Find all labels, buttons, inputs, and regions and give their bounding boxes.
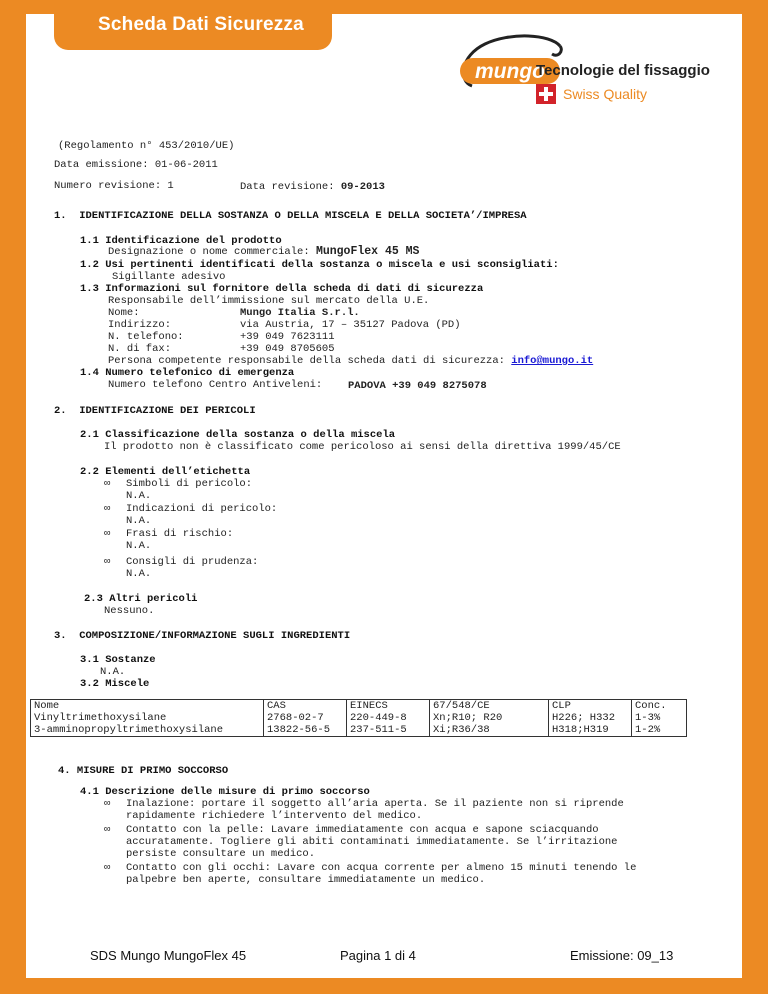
hazard-symbols-label: Simboli di pericolo: <box>126 478 253 490</box>
bullet-icon: ∞ <box>104 478 111 490</box>
table-cell: Xn;R10; R20 <box>433 712 503 724</box>
orange-border-right <box>742 0 768 994</box>
inhalation-line-2: rapidamente richiedere l’intervento del medico. <box>126 810 423 822</box>
table-cell: 1-3% <box>635 712 661 724</box>
bullet-icon: ∞ <box>104 824 111 836</box>
revision-date <box>240 181 385 193</box>
risk-phrases-label: Frasi di rischio: <box>126 528 234 540</box>
section-2-title: 2. IDENTIFICAZIONE DEI PERICOLI <box>54 405 256 417</box>
heading-2-2: 2.2 Elementi dell’etichetta <box>80 466 251 478</box>
risk-phrases-value: N.A. <box>126 540 152 552</box>
column-header: 67/548/CE <box>433 700 490 712</box>
classification-text: Il prodotto non è classificato come pericoloso ai sensi della direttiva 1999/45/CE <box>104 441 621 453</box>
fax-value: +39 049 8705605 <box>240 343 335 355</box>
section-4-title: 4. MISURE DI PRIMO SOCCORSO <box>58 765 229 777</box>
table-cell: 220-449-8 <box>350 712 407 724</box>
precautionary-value: N.A. <box>126 568 152 580</box>
swiss-quality-text: Swiss Quality <box>563 86 648 102</box>
bullet-icon: ∞ <box>104 556 111 568</box>
trade-name: MungoFlex 45 MS <box>315 245 420 258</box>
bullet-icon: ∞ <box>104 528 111 540</box>
fax-label: N. di fax: <box>108 343 172 355</box>
heading-2-3: 2.3 Altri pericoli <box>84 593 198 605</box>
trade-name-line <box>108 246 419 258</box>
table-cell: 13822-56-5 <box>267 724 331 736</box>
heading-4-1: 4.1 Descrizione delle misure di primo soccorso <box>80 786 370 798</box>
table-cell: 237-511-5 <box>350 724 407 736</box>
issue-date: Data emissione: 01-06-2011 <box>54 159 218 171</box>
address-label: Indirizzo: <box>108 319 172 331</box>
mixture-table <box>30 699 687 737</box>
responsible-party: Responsabile dell’immissione sul mercato della U.E. <box>108 295 430 307</box>
footer-issue: Emissione: 09_13 <box>570 948 674 963</box>
product-use: Sigillante adesivo <box>112 271 226 283</box>
competent-person <box>108 355 593 367</box>
bullet-icon: ∞ <box>104 798 111 810</box>
document-title: Scheda Dati Sicurezza <box>98 14 304 35</box>
trade-name-label: Designazione o nome commerciale: <box>108 246 316 258</box>
column-header: Nome <box>34 700 60 712</box>
revision-date-label: Data revisione: <box>240 181 341 193</box>
table-row <box>31 700 687 737</box>
heading-3-2: 3.2 Miscele <box>80 678 150 690</box>
email-link[interactable]: info@mungo.it <box>511 355 594 367</box>
name-label: Nome: <box>108 307 140 319</box>
table-cell: 1-2% <box>635 724 661 736</box>
bullet-icon: ∞ <box>104 862 111 874</box>
substances-value: N.A. <box>100 666 126 678</box>
hazard-statements-label: Indicazioni di pericolo: <box>126 503 278 515</box>
tagline: Tecnologie del fissaggio <box>536 62 710 79</box>
heading-1-4: 1.4 Numero telefonico di emergenza <box>80 367 295 379</box>
table-cell: H318;H319 <box>552 724 609 736</box>
regulation: (Regolamento n° 453/2010/UE) <box>58 140 235 152</box>
skin-line-2: accuratamente. Togliere gli abiti contaminati immediatamente. Se l’irritazione <box>126 836 618 848</box>
heading-1-3: 1.3 Informazioni sul fornitore della scheda di dati di sicurezza <box>80 283 484 295</box>
revision-number: Numero revisione: 1 <box>54 180 174 192</box>
eyes-line-2: palpebre ben aperte, consultare immediatamente un medico. <box>126 874 486 886</box>
address-value: via Austria, 17 – 35127 Padova (PD) <box>240 319 461 331</box>
hazard-symbols-value: N.A. <box>126 490 152 502</box>
table-cell: H226; H332 <box>552 712 616 724</box>
antipoison-label: Numero telefono Centro Antiveleni: <box>108 379 323 391</box>
phone-label: N. telefono: <box>108 331 184 343</box>
column-header: Conc. <box>635 700 667 712</box>
heading-2-1: 2.1 Classificazione della sostanza o della miscela <box>80 429 396 441</box>
logo-text: mungo <box>475 60 545 83</box>
skin-line-3: persiste consultare un medico. <box>126 848 316 860</box>
column-header: CLP <box>552 700 571 712</box>
table-cell: Vinyltrimethoxysilane <box>34 712 167 724</box>
other-hazards: Nessuno. <box>104 605 155 617</box>
column-header: CAS <box>267 700 286 712</box>
competent-person-label: Persona competente responsabile della scheda dati di sicurezza: <box>108 355 512 367</box>
hazard-statements-value: N.A. <box>126 515 152 527</box>
company-name: Mungo Italia S.r.l. <box>240 307 360 319</box>
heading-3-1: 3.1 Sostanze <box>80 654 156 666</box>
eyes-line-1: Contatto con gli occhi: Lavare con acqua corrente per almeno 15 minuti tenendo le <box>126 862 637 874</box>
footer-page-number: Pagina 1 di 4 <box>340 948 416 963</box>
footer-document-name: SDS Mungo MungoFlex 45 <box>90 948 247 963</box>
heading-1-2: 1.2 Usi pertinenti identificati della sostanza o miscela e usi sconsigliati: <box>80 259 559 271</box>
orange-border-left <box>0 0 26 994</box>
antipoison-number: PADOVA +39 049 8275078 <box>348 380 487 392</box>
column-header: EINECS <box>350 700 388 712</box>
table-cell: Xi;R36/38 <box>433 724 490 736</box>
bullet-icon: ∞ <box>104 503 111 515</box>
section-1-title: 1. IDENTIFICAZIONE DELLA SOSTANZA O DELLA MISCELA E DELLA SOCIETA’/IMPRESA <box>54 210 527 222</box>
swiss-quality <box>536 84 647 104</box>
heading-1-1: 1.1 Identificazione del prodotto <box>80 235 282 247</box>
swiss-flag-icon <box>536 84 556 104</box>
table-cell: 3-amminopropyltrimethoxysilane <box>34 724 224 736</box>
orange-border-bottom <box>0 978 768 994</box>
skin-line-1: Contatto con la pelle: Lavare immediatamente con acqua e sapone sciacquando <box>126 824 599 836</box>
precautionary-label: Consigli di prudenza: <box>126 556 259 568</box>
section-3-title: 3. COMPOSIZIONE/INFORMAZIONE SUGLI INGREDIENTI <box>54 630 351 642</box>
phone-value: +39 049 7623111 <box>240 331 335 343</box>
revision-date-value: 09-2013 <box>340 181 385 193</box>
table-cell: 2768-02-7 <box>267 712 324 724</box>
inhalation-line-1: Inalazione: portare il soggetto all’aria aperta. Se il paziente non si riprende <box>126 798 624 810</box>
